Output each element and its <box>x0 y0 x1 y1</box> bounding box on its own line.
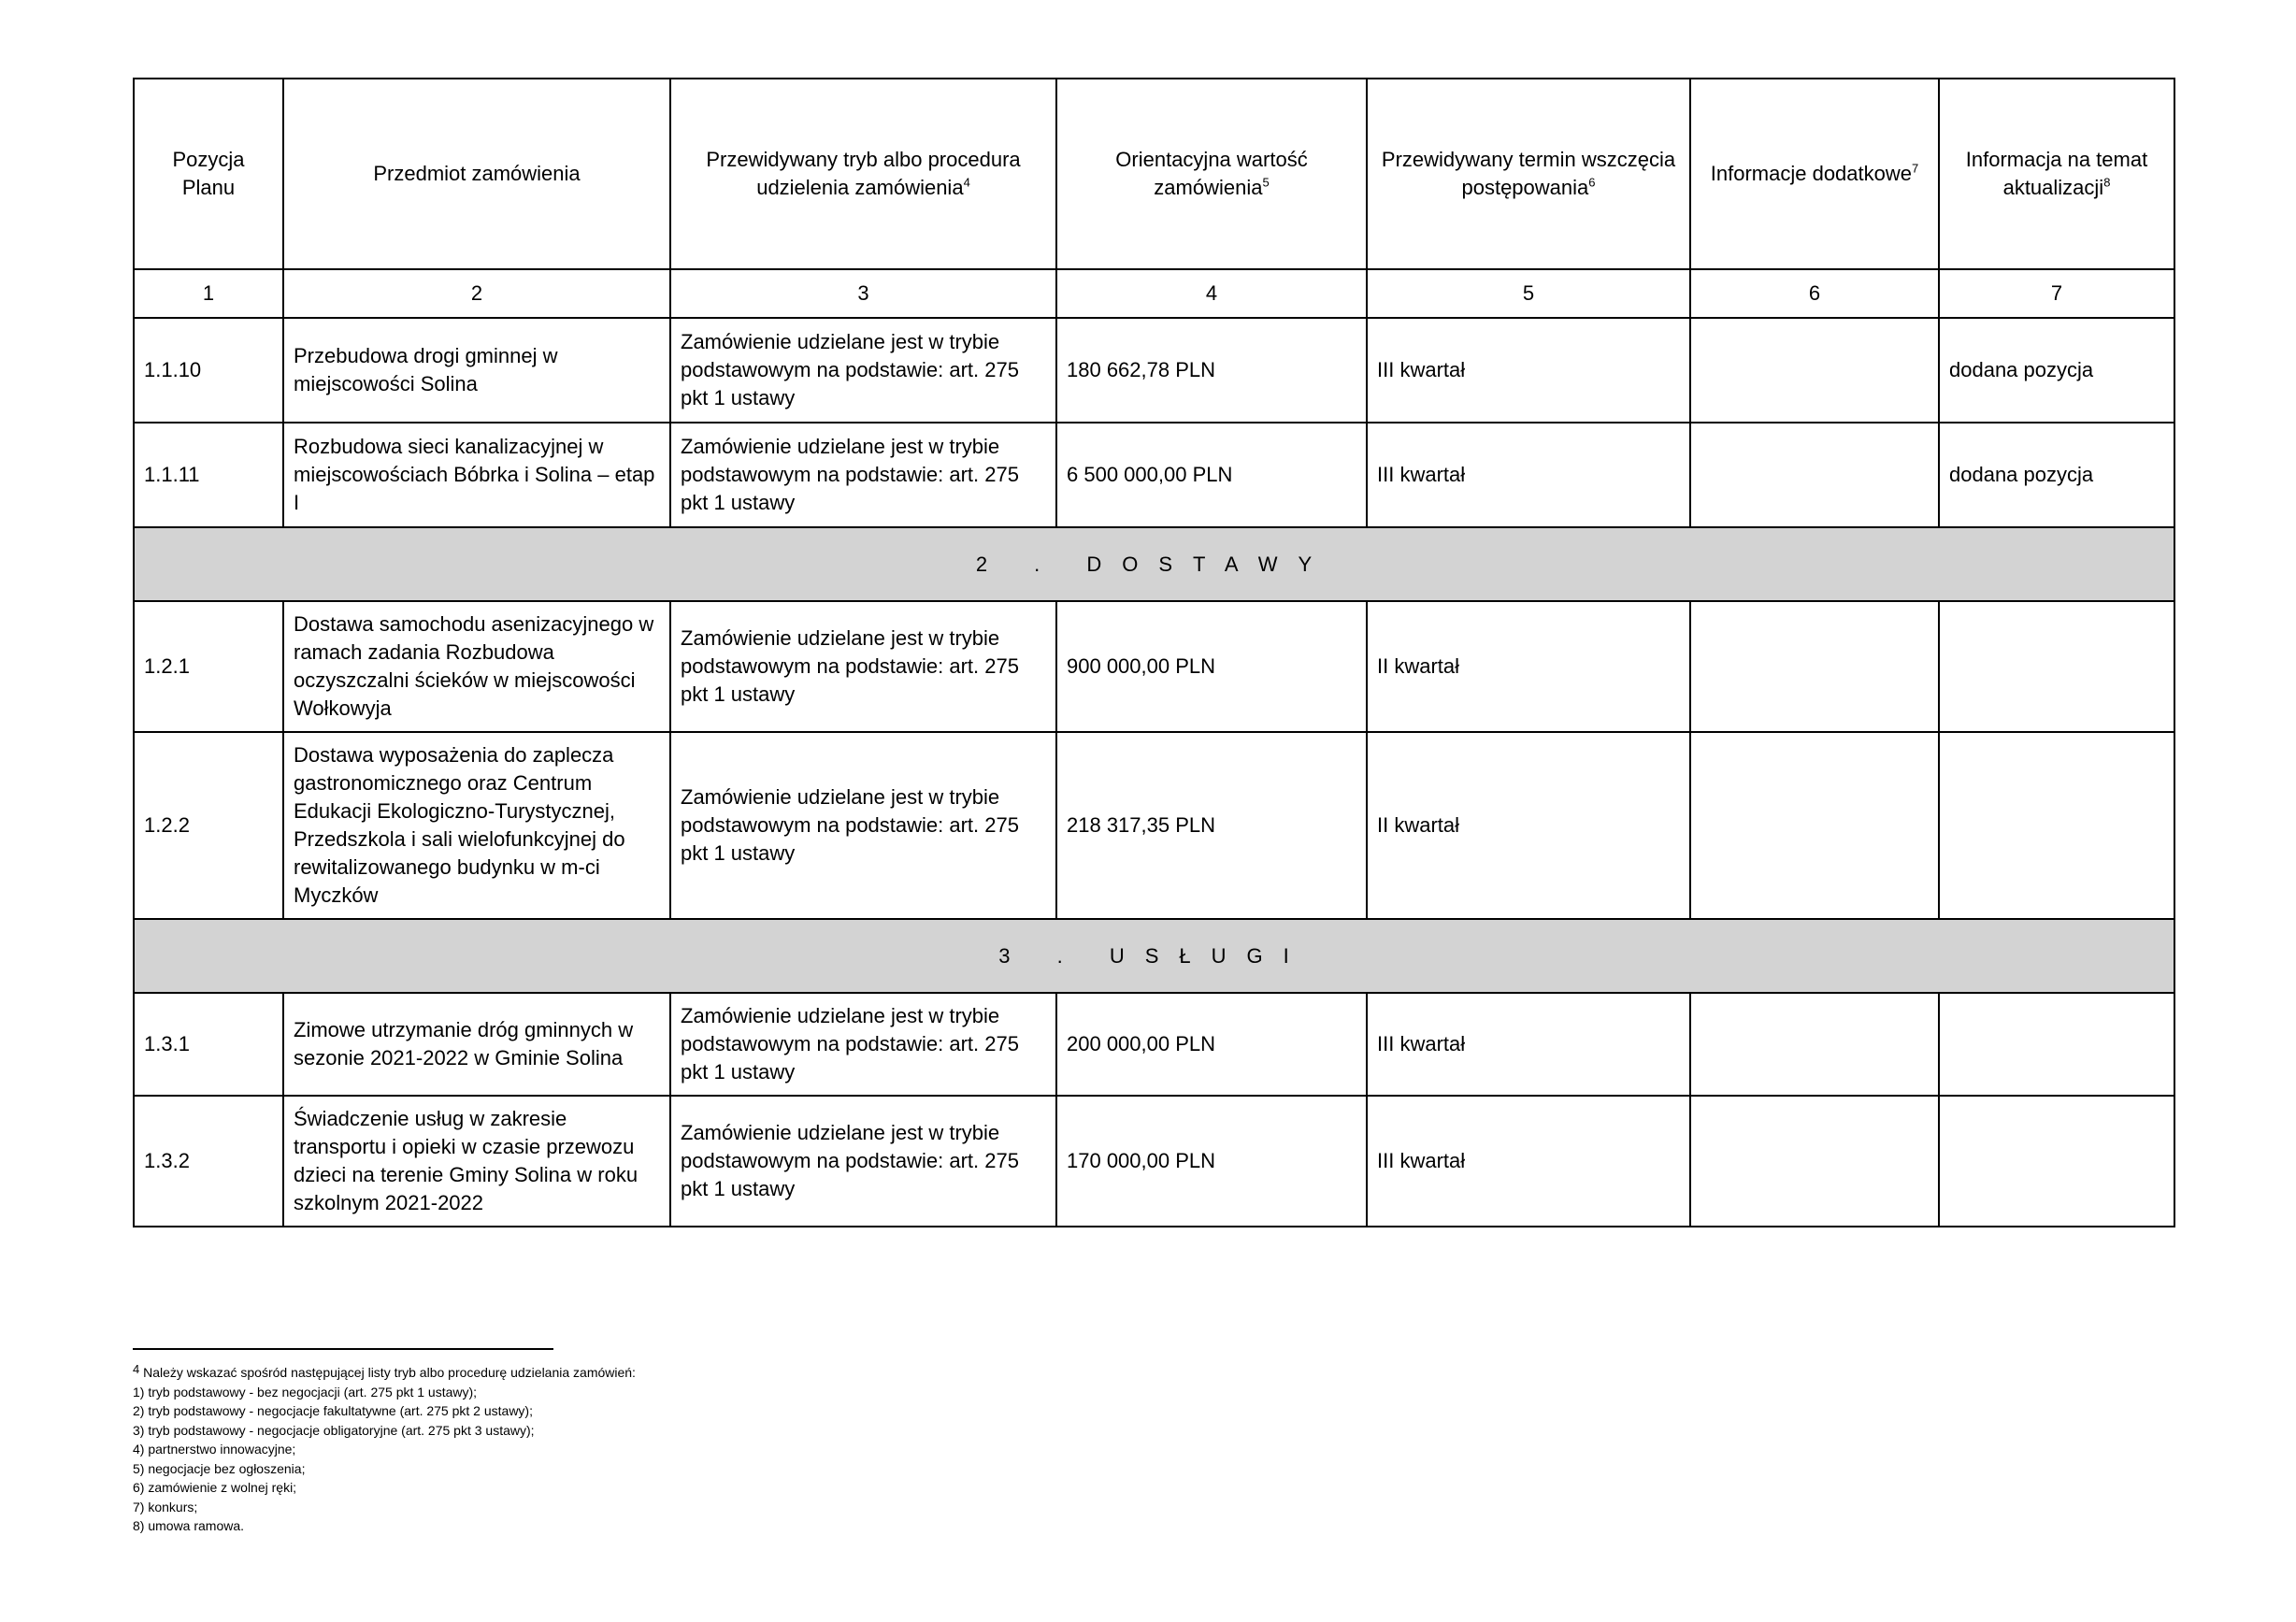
value-cell: 900 000,00 PLN <box>1056 601 1367 732</box>
header-row <box>134 79 2174 269</box>
column-number: 5 <box>1367 269 1690 318</box>
column-number-row <box>134 269 2174 318</box>
update-cell <box>1939 1096 2174 1227</box>
value-cell: 200 000,00 PLN <box>1056 993 1367 1096</box>
subject-cell: Dostawa wyposażenia do zaplecza gastronomicznego oraz Centrum Edukacji Ekologiczno-Turystycznej, Przedszkola i sali wielofunkcyjnej do rewitalizowanego budynku w m-ci Myczków <box>283 732 670 919</box>
info-cell <box>1690 318 1939 423</box>
position-cell: 1.1.10 <box>134 318 283 423</box>
footnote-separator <box>133 1348 553 1350</box>
table-row <box>134 318 2174 423</box>
info-cell <box>1690 732 1939 919</box>
position-cell: 1.3.2 <box>134 1096 283 1227</box>
header-label: Informacja na temat aktualizacji <box>1965 148 2148 199</box>
header-label: Przewidywany termin wszczęcia postępowania <box>1381 148 1676 199</box>
footnote-item: 5) negocjacje bez ogłoszenia; <box>133 1460 306 1476</box>
footnote-ref: 5 <box>1262 175 1270 190</box>
header-label: Informacje dodatkowe <box>1710 162 1912 185</box>
term-cell: II kwartał <box>1367 601 1690 732</box>
header-cell <box>1690 79 1939 269</box>
term-cell: II kwartał <box>1367 732 1690 919</box>
footnote-item: 6) zamówienie z wolnej ręki; <box>133 1480 297 1495</box>
info-cell <box>1690 423 1939 527</box>
position-cell: 1.3.1 <box>134 993 283 1096</box>
update-cell: dodana pozycja <box>1939 423 2174 527</box>
footnote-item: 8) umowa ramowa. <box>133 1518 245 1533</box>
value-cell: 218 317,35 PLN <box>1056 732 1367 919</box>
header-cell <box>1939 79 2174 269</box>
term-cell: III kwartał <box>1367 318 1690 423</box>
footnotes <box>133 1363 636 1536</box>
value-cell: 180 662,78 PLN <box>1056 318 1367 423</box>
section-row-dostawy <box>134 527 2174 601</box>
footnote-item: 3) tryb podstawowy - negocjacje obligatoryjne (art. 275 pkt 3 ustawy); <box>133 1422 535 1438</box>
column-number: 4 <box>1056 269 1367 318</box>
update-cell <box>1939 732 2174 919</box>
mode-cell: Zamówienie udzielane jest w trybie podstawowym na podstawie: art. 275 pkt 1 ustawy <box>670 601 1056 732</box>
footnote-ref: 4 <box>963 175 970 190</box>
mode-cell: Zamówienie udzielane jest w trybie podstawowym na podstawie: art. 275 pkt 1 ustawy <box>670 993 1056 1096</box>
table-row <box>134 601 2174 732</box>
update-cell <box>1939 993 2174 1096</box>
column-number: 2 <box>283 269 670 318</box>
subject-cell: Rozbudowa sieci kanalizacyjnej w miejscowościach Bóbrka i Solina – etap I <box>283 423 670 527</box>
table-row <box>134 1096 2174 1227</box>
term-cell: III kwartał <box>1367 993 1690 1096</box>
position-cell: 1.2.1 <box>134 601 283 732</box>
column-number: 6 <box>1690 269 1939 318</box>
header-label: Przedmiot zamówienia <box>373 162 581 185</box>
subject-cell: Zimowe utrzymanie dróg gminnych w sezonie 2021-2022 w Gminie Solina <box>283 993 670 1096</box>
value-cell: 170 000,00 PLN <box>1056 1096 1367 1227</box>
section-heading: 3 . USŁUGI <box>134 919 2174 993</box>
term-cell: III kwartał <box>1367 423 1690 527</box>
footnote-item: 1) tryb podstawowy - bez negocjacji (art. 275 pkt 1 ustawy); <box>133 1384 478 1400</box>
footnote-number: 4 <box>133 1362 140 1376</box>
column-number: 3 <box>670 269 1056 318</box>
footnote-item: 2) tryb podstawowy - negocjacje fakultatywne (art. 275 pkt 2 ustawy); <box>133 1403 533 1418</box>
term-cell: III kwartał <box>1367 1096 1690 1227</box>
section-row-uslugi <box>134 919 2174 993</box>
subject-cell: Dostawa samochodu asenizacyjnego w ramach zadania Rozbudowa oczyszczalni ścieków w miejscowości Wołkowyja <box>283 601 670 732</box>
column-number: 7 <box>1939 269 2174 318</box>
section-heading: 2 . DOSTAWY <box>134 527 2174 601</box>
header-cell <box>1367 79 1690 269</box>
info-cell <box>1690 1096 1939 1227</box>
header-label: Orientacyjna wartość zamówienia <box>1115 148 1308 199</box>
position-cell: 1.2.2 <box>134 732 283 919</box>
update-cell <box>1939 601 2174 732</box>
header-cell <box>670 79 1056 269</box>
mode-cell: Zamówienie udzielane jest w trybie podstawowym na podstawie: art. 275 pkt 1 ustawy <box>670 1096 1056 1227</box>
subject-cell: Przebudowa drogi gminnej w miejscowości Solina <box>283 318 670 423</box>
update-cell: dodana pozycja <box>1939 318 2174 423</box>
footnote-item: 7) konkurs; <box>133 1499 198 1514</box>
info-cell <box>1690 993 1939 1096</box>
footnote-ref: 8 <box>2103 175 2111 190</box>
mode-cell: Zamówienie udzielane jest w trybie podstawowym na podstawie: art. 275 pkt 1 ustawy <box>670 423 1056 527</box>
procurement-plan-table <box>133 78 2175 1227</box>
header-cell <box>134 79 283 269</box>
header-cell <box>1056 79 1367 269</box>
value-cell: 6 500 000,00 PLN <box>1056 423 1367 527</box>
footnote-item: 4) partnerstwo innowacyjne; <box>133 1442 296 1457</box>
header-label: Pozycja Planu <box>172 148 245 199</box>
info-cell <box>1690 601 1939 732</box>
mode-cell: Zamówienie udzielane jest w trybie podstawowym na podstawie: art. 275 pkt 1 ustawy <box>670 732 1056 919</box>
footnote-ref: 7 <box>1912 161 1919 176</box>
footnote-heading-text: Należy wskazać spośród następującej listy tryb albo procedurę udzielania zamówień: <box>143 1365 636 1380</box>
position-cell: 1.1.11 <box>134 423 283 527</box>
subject-cell: Świadczenie usług w zakresie transportu i opieki w czasie przewozu dzieci na terenie Gminy Solina w roku szkolnym 2021-2022 <box>283 1096 670 1227</box>
table-row <box>134 993 2174 1096</box>
column-number: 1 <box>134 269 283 318</box>
header-label: Przewidywany tryb albo procedura udzielenia zamówienia <box>706 148 1021 199</box>
footnote-ref: 6 <box>1588 175 1596 190</box>
mode-cell: Zamówienie udzielane jest w trybie podstawowym na podstawie: art. 275 pkt 1 ustawy <box>670 318 1056 423</box>
header-cell <box>283 79 670 269</box>
table-row <box>134 423 2174 527</box>
footnote-heading <box>133 1363 636 1383</box>
table-row <box>134 732 2174 919</box>
